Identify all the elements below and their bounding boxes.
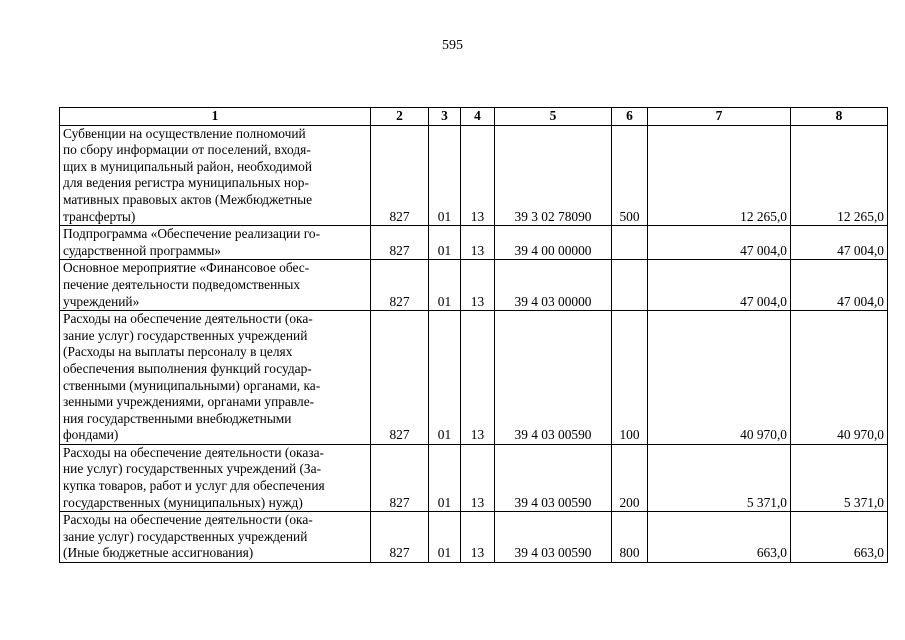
page-number: 595 <box>442 38 463 53</box>
expense-type-cell: 200 <box>612 444 648 511</box>
target-article-cell: 39 4 03 00590 <box>495 311 612 445</box>
row-name-line: (Иные бюджетные ассигнования) <box>63 545 254 561</box>
amount-1-cell: 663,0 <box>648 512 791 563</box>
subsection-cell: 13 <box>461 512 495 563</box>
column-header: 5 <box>495 108 612 126</box>
budget-table <box>59 107 888 563</box>
expense-type-cell: 500 <box>612 125 648 226</box>
row-name-line: купка товаров, работ и услуг для обеспечения <box>63 478 325 494</box>
column-header: 6 <box>612 108 648 126</box>
table-row <box>60 311 888 445</box>
row-name-line: учреждений» <box>63 293 140 309</box>
column-header: 2 <box>371 108 429 126</box>
row-name-line: печение деятельности подведомственных <box>63 276 301 292</box>
column-header: 7 <box>648 108 791 126</box>
row-name-line: зание услуг) государственных учреждений <box>63 327 308 343</box>
amount-2-cell: 40 970,0 <box>791 311 888 445</box>
row-name-line: ние услуг) государственных учреждений (За- <box>63 461 322 477</box>
row-name-cell <box>60 260 371 311</box>
amount-2-cell: 47 004,0 <box>791 260 888 311</box>
target-article-cell: 39 4 03 00590 <box>495 444 612 511</box>
ministry-code-cell: 827 <box>371 125 429 226</box>
table-row <box>60 125 888 226</box>
row-name-line: фондами) <box>63 427 119 443</box>
section-cell: 01 <box>429 226 461 260</box>
row-name-line: по сбору информации от поселений, входя- <box>63 142 311 158</box>
row-name-line: мативных правовых актов (Межбюджетные <box>63 191 313 207</box>
row-name-line: ния государственными внебюджетными <box>63 410 292 426</box>
row-name-line: (Расходы на выплаты персоналу в целях <box>63 344 293 360</box>
row-name-cell <box>60 444 371 511</box>
expense-type-cell <box>612 260 648 311</box>
row-name-cell <box>60 125 371 226</box>
subsection-cell: 13 <box>461 226 495 260</box>
target-article-cell: 39 3 02 78090 <box>495 125 612 226</box>
row-name-line: щих в муниципальный район, необходимой <box>63 158 312 174</box>
row-name-line: сударственной программы» <box>63 242 221 258</box>
subsection-cell: 13 <box>461 311 495 445</box>
expense-type-cell: 800 <box>612 512 648 563</box>
subsection-cell: 13 <box>461 260 495 311</box>
ministry-code-cell: 827 <box>371 444 429 511</box>
row-name-line: трансферты) <box>63 208 136 224</box>
amount-1-cell: 40 970,0 <box>648 311 791 445</box>
ministry-code-cell: 827 <box>371 260 429 311</box>
section-cell: 01 <box>429 311 461 445</box>
target-article-cell: 39 4 03 00590 <box>495 512 612 563</box>
column-header: 1 <box>60 108 371 126</box>
row-name-line: Субвенции на осуществление полномочий <box>63 125 306 141</box>
row-name-line: Расходы на обеспечение деятельности (оказа- <box>63 444 324 460</box>
row-name-line: обеспечения выполнения функций государ- <box>63 360 312 376</box>
subsection-cell: 13 <box>461 125 495 226</box>
row-name-cell <box>60 226 371 260</box>
section-cell: 01 <box>429 260 461 311</box>
section-cell: 01 <box>429 512 461 563</box>
expense-type-cell <box>612 226 648 260</box>
amount-1-cell: 12 265,0 <box>648 125 791 226</box>
row-name-line: для ведения регистра муниципальных нор- <box>63 175 309 191</box>
amount-2-cell: 12 265,0 <box>791 125 888 226</box>
row-name-line: государственных (муниципальных) нужд) <box>63 494 303 510</box>
amount-1-cell: 47 004,0 <box>648 260 791 311</box>
column-header: 3 <box>429 108 461 126</box>
row-name-line: ственными (муниципальными) органами, ка- <box>63 377 321 393</box>
table-row <box>60 444 888 511</box>
table-row <box>60 226 888 260</box>
target-article-cell: 39 4 03 00000 <box>495 260 612 311</box>
ministry-code-cell: 827 <box>371 311 429 445</box>
row-name-line: Расходы на обеспечение деятельности (ока- <box>63 311 313 327</box>
row-name-line: Основное мероприятие «Финансовое обес- <box>63 260 310 276</box>
section-cell: 01 <box>429 125 461 226</box>
amount-1-cell: 5 371,0 <box>648 444 791 511</box>
amount-2-cell: 5 371,0 <box>791 444 888 511</box>
row-name-line: Расходы на обеспечение деятельности (ока- <box>63 512 313 528</box>
amount-2-cell: 47 004,0 <box>791 226 888 260</box>
column-header: 8 <box>791 108 888 126</box>
amount-1-cell: 47 004,0 <box>648 226 791 260</box>
section-cell: 01 <box>429 444 461 511</box>
table-row <box>60 260 888 311</box>
expense-type-cell: 100 <box>612 311 648 445</box>
target-article-cell: 39 4 00 00000 <box>495 226 612 260</box>
ministry-code-cell: 827 <box>371 226 429 260</box>
table-row <box>60 512 888 563</box>
ministry-code-cell: 827 <box>371 512 429 563</box>
row-name-line: Подпрограмма «Обеспечение реализации го- <box>63 226 321 242</box>
row-name-line: зание услуг) государственных учреждений <box>63 528 308 544</box>
subsection-cell: 13 <box>461 444 495 511</box>
header-row <box>60 108 888 126</box>
row-name-cell <box>60 512 371 563</box>
row-name-line: зенными учреждениями, органами управле- <box>63 394 315 410</box>
column-header: 4 <box>461 108 495 126</box>
amount-2-cell: 663,0 <box>791 512 888 563</box>
row-name-cell <box>60 311 371 445</box>
